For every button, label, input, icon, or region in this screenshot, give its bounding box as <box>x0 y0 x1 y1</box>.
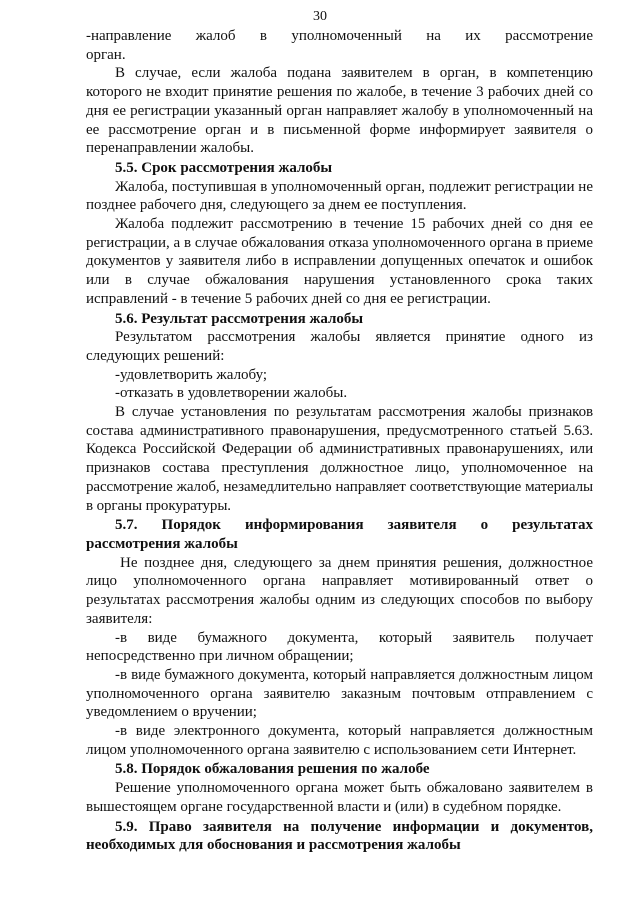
heading-5-5: 5.5. Срок рассмотрения жалобы <box>115 159 333 176</box>
heading-5-7-line1: 5.7. Порядок информирования заявителя о результатах <box>115 517 593 534</box>
paragraph-appeal: Решение уполномоченного органа может быть обжаловано заявителем в вышестоящем органе государственной власти и (или) в судебном порядке. <box>86 780 593 815</box>
paragraph-prosecution: В случае установления по результатам рассмотрения жалобы признаков состава административного правонарушения, предусмотренного статьей 5.63. Кодекса Российской Федерации об административных правонарушениях, или признаков состава преступления должностное лицо, уполномоченное на рассмотрение жалоб, незамедлительно направляет соответствующие материалы в органы прокуратуры. <box>86 404 593 514</box>
paragraph-registration: Жалоба, поступившая в уполномоченный орган, подлежит регистрации не позднее рабочего дня, следующего за днем ее поступления. <box>86 178 593 214</box>
list-item-paper-mail: -в виде бумажного документа, который направляется должностным лицом уполномоченного органа заявителю заказным почтовым отправлением с уведомлением о вручении; <box>86 666 593 721</box>
paragraph-redirect-complaint: В случае, если жалоба подана заявителем в орган, в компетенцию которого не входит принятие решения по жалобе, в течение 3 рабочих дней со дня ее регистрации указанный орган направляет жалобу в уполномоченный на ее рассмотрение орган и в письменной форме информирует заявителя о перенаправлении жалобы. <box>86 65 593 157</box>
paragraph-complaint-direction-line2: орган. <box>86 46 126 63</box>
paragraph-review-period: Жалоба подлежит рассмотрению в течение 15 рабочих дней со дня ее регистрации, а в случае обжалования отказа уполномоченного органа в приеме документов у заявителя либо в исправлении допущенных опечаток и ошибок или в случае обжалования нарушения установленного срока таких исправлений - в течение 5 рабочих дней со дня ее регистрации. <box>86 216 593 307</box>
heading-5-8: 5.8. Порядок обжалования решения по жалобе <box>115 761 430 778</box>
paragraph-result: Результатом рассмотрения жалобы является принятие одного из следующих решений: <box>86 329 593 364</box>
list-item-paper-personal: -в виде бумажного документа, который заявитель получает непосредственно при личном обращении; <box>86 629 593 665</box>
list-item-satisfy: -удовлетворить жалобу; <box>115 366 268 383</box>
page-number: 30 <box>313 9 327 24</box>
heading-5-7-line2: рассмотрения жалобы <box>86 535 238 552</box>
list-item-electronic: -в виде электронного документа, который направляется должностным лицом уполномоченного органа заявителю с использованием сети Интернет. <box>86 723 593 758</box>
heading-5-9: 5.9. Право заявителя на получение информации и документов, необходимых для обоснования и рассмотрения жалобы <box>86 818 593 854</box>
paragraph-notification: Не позднее дня, следующего за днем принятия решения, должностное лицо уполномоченного органа направляет мотивированный ответ о результатах рассмотрения жалобы одним из следующих способов по выбору заявителя: <box>86 554 593 627</box>
document-body <box>86 27 593 855</box>
list-item-refuse: -отказать в удовлетворении жалобы. <box>115 385 348 402</box>
paragraph-complaint-direction-line1: -направление жалоб в уполномоченный на их рассмотрение <box>86 28 593 44</box>
heading-5-6: 5.6. Результат рассмотрения жалобы <box>115 310 364 327</box>
